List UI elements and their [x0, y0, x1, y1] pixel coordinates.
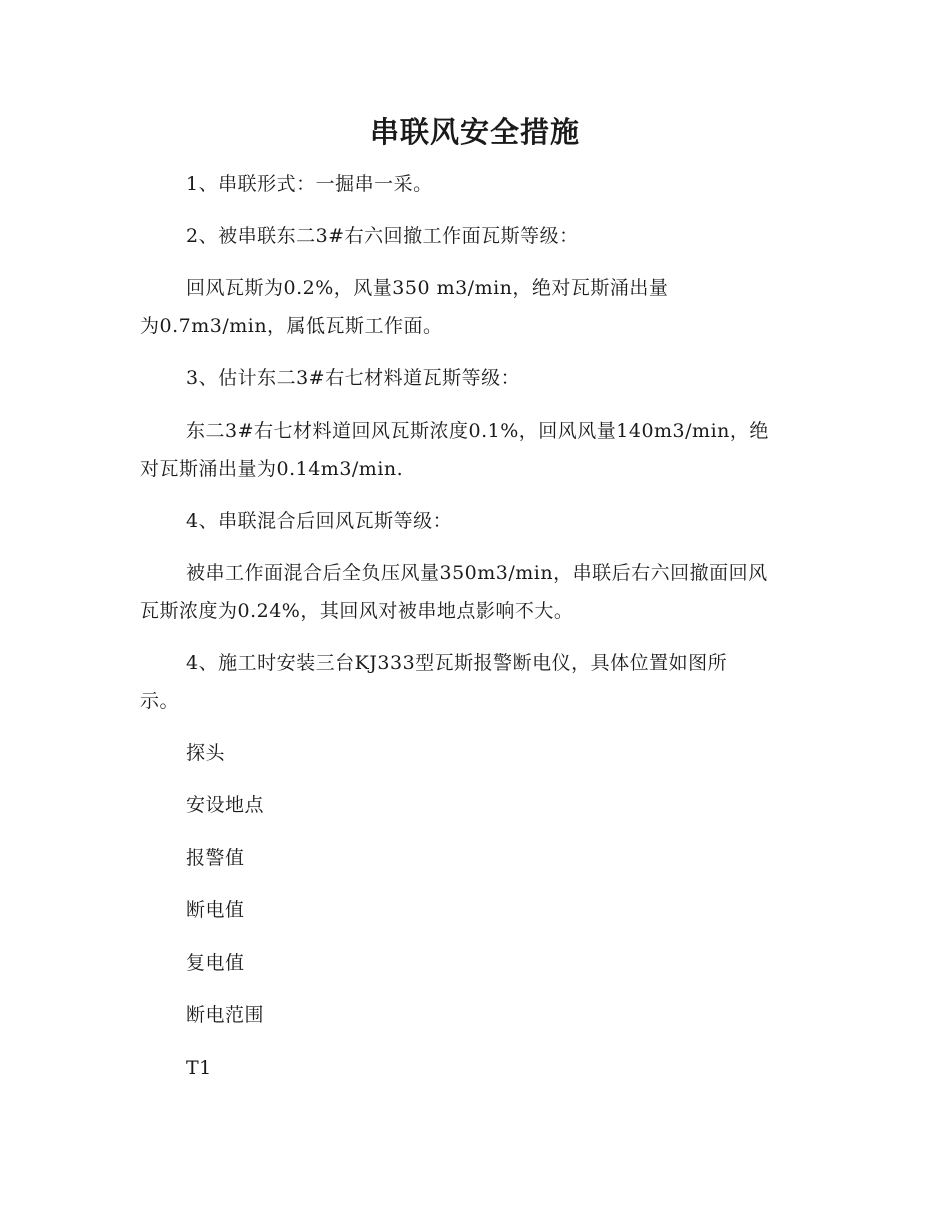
- list-item-cutoff-range: 断电范围: [186, 1004, 265, 1026]
- paragraph-mixed-level: 4、串联混合后回风瓦斯等级：: [186, 510, 453, 532]
- paragraph-return-gas-line2: 为0.7m3/min，属低瓦斯工作面。: [140, 315, 443, 337]
- paragraph-mixed-airflow-line2: 瓦斯浓度为0.24%，其回风对被串地点影响不大。: [140, 600, 574, 622]
- list-item-cutoff-value: 断电值: [186, 899, 245, 921]
- paragraph-material-road-line2: 对瓦斯涌出量为0.14m3/min.: [140, 458, 404, 480]
- paragraph-series-face-level: 2、被串联东二3#右六回撤工作面瓦斯等级：: [186, 225, 579, 247]
- paragraph-return-gas-line1: 回风瓦斯为0.2%，风量350 m3/min，绝对瓦斯涌出量: [186, 277, 669, 299]
- list-item-restore-value: 复电值: [186, 952, 245, 974]
- paragraph-series-form: 1、串联形式：一掘串一采。: [186, 173, 433, 195]
- paragraph-material-road-line1: 东二3#右七材料道回风瓦斯浓度0.1%，回风风量140m3/min，绝: [186, 420, 769, 442]
- paragraph-mixed-airflow-line1: 被串工作面混合后全负压风量350m3/min，串联后右六回撤面回风: [186, 562, 768, 584]
- list-item-probe: 探头: [186, 742, 226, 764]
- list-item-install-location: 安设地点: [186, 794, 265, 816]
- paragraph-install-alarm-line1: 4、施工时安装三台KJ333型瓦斯报警断电仪，具体位置如图所: [186, 652, 728, 674]
- paragraph-estimate-level: 3、估计东二3#右七材料道瓦斯等级：: [186, 367, 521, 389]
- list-item-t1: T1: [186, 1057, 212, 1079]
- paragraph-install-alarm-line2: 示。: [140, 690, 180, 712]
- list-item-alarm-value: 报警值: [186, 847, 245, 869]
- document-title: 串联风安全措施: [369, 115, 580, 149]
